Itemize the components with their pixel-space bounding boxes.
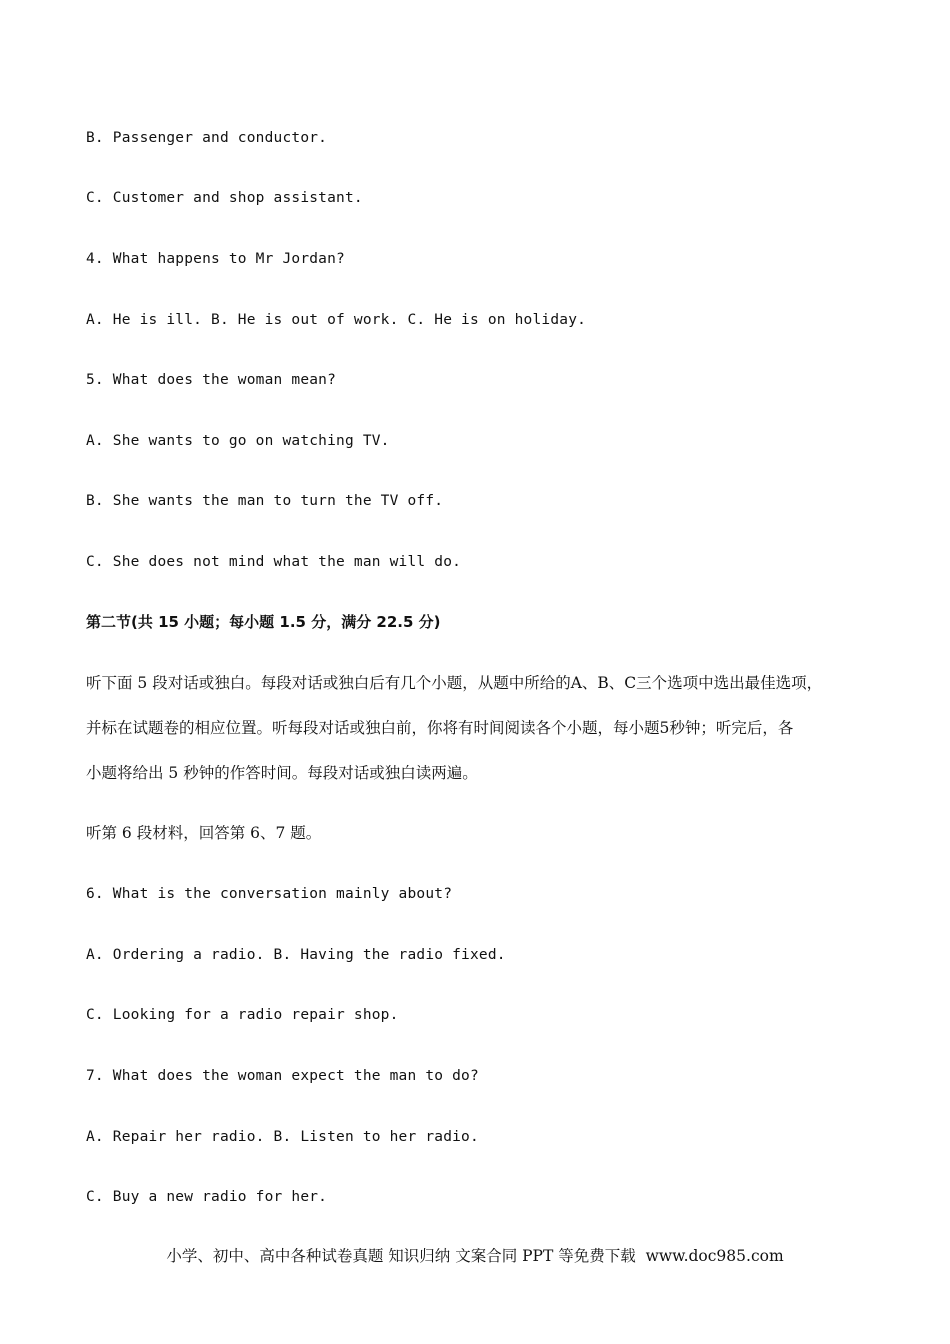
q4-question: 4. What happens to Mr Jordan? bbox=[86, 251, 345, 267]
q5-option-b: B. She wants the man to turn the TV off. bbox=[86, 493, 444, 509]
q5-question: 5. What does the woman mean? bbox=[86, 372, 337, 388]
q5-option-c: C. She does not mind what the man will do. bbox=[86, 554, 462, 570]
q7-question: 7. What does the woman expect the man to do? bbox=[86, 1068, 479, 1084]
q7-options-ab: A. Repair her radio. B. Listen to her radio. bbox=[86, 1129, 479, 1145]
q3-option-c: C. Customer and shop assistant. bbox=[86, 190, 363, 206]
q7-option-c: C. Buy a new radio for her. bbox=[86, 1189, 328, 1205]
section2-instruction-line2: 并标在试题卷的相应位置。听每段对话或独白前，你将有时间阅读各个小题，每小题5秒钟；听完后，各 bbox=[86, 719, 794, 737]
q6-options-ab: A. Ordering a radio. B. Having the radio fixed. bbox=[86, 947, 506, 963]
section2-heading: 第二节(共 15 小题；每小题 1.5 分，满分 22.5 分) bbox=[86, 613, 441, 631]
q6-option-c: C. Looking for a radio repair shop. bbox=[86, 1007, 399, 1023]
q5-option-a: A. She wants to go on watching TV. bbox=[86, 433, 390, 449]
q6-question: 6. What is the conversation mainly about? bbox=[86, 886, 453, 902]
q3-option-b: B. Passenger and conductor. bbox=[86, 130, 328, 146]
section2-instruction-line1: 听下面 5 段对话或独白。每段对话或独白后有几个小题，从题中所给的A、B、C三个选项中选出最佳选项， bbox=[86, 674, 823, 692]
section2-instruction-line3: 小题将给出 5 秒钟的作答时间。每段对话或独白读两遍。 bbox=[86, 764, 478, 782]
q4-options: A. He is ill. B. He is out of work. C. He is on holiday. bbox=[86, 312, 587, 328]
material-intro: 听第 6 段材料，回答第 6、7 题。 bbox=[86, 824, 322, 842]
footer-text: 小学、初中、高中各种试卷真题 知识归纳 文案合同 PPT 等免费下载 www.doc985.com bbox=[166, 1247, 784, 1265]
